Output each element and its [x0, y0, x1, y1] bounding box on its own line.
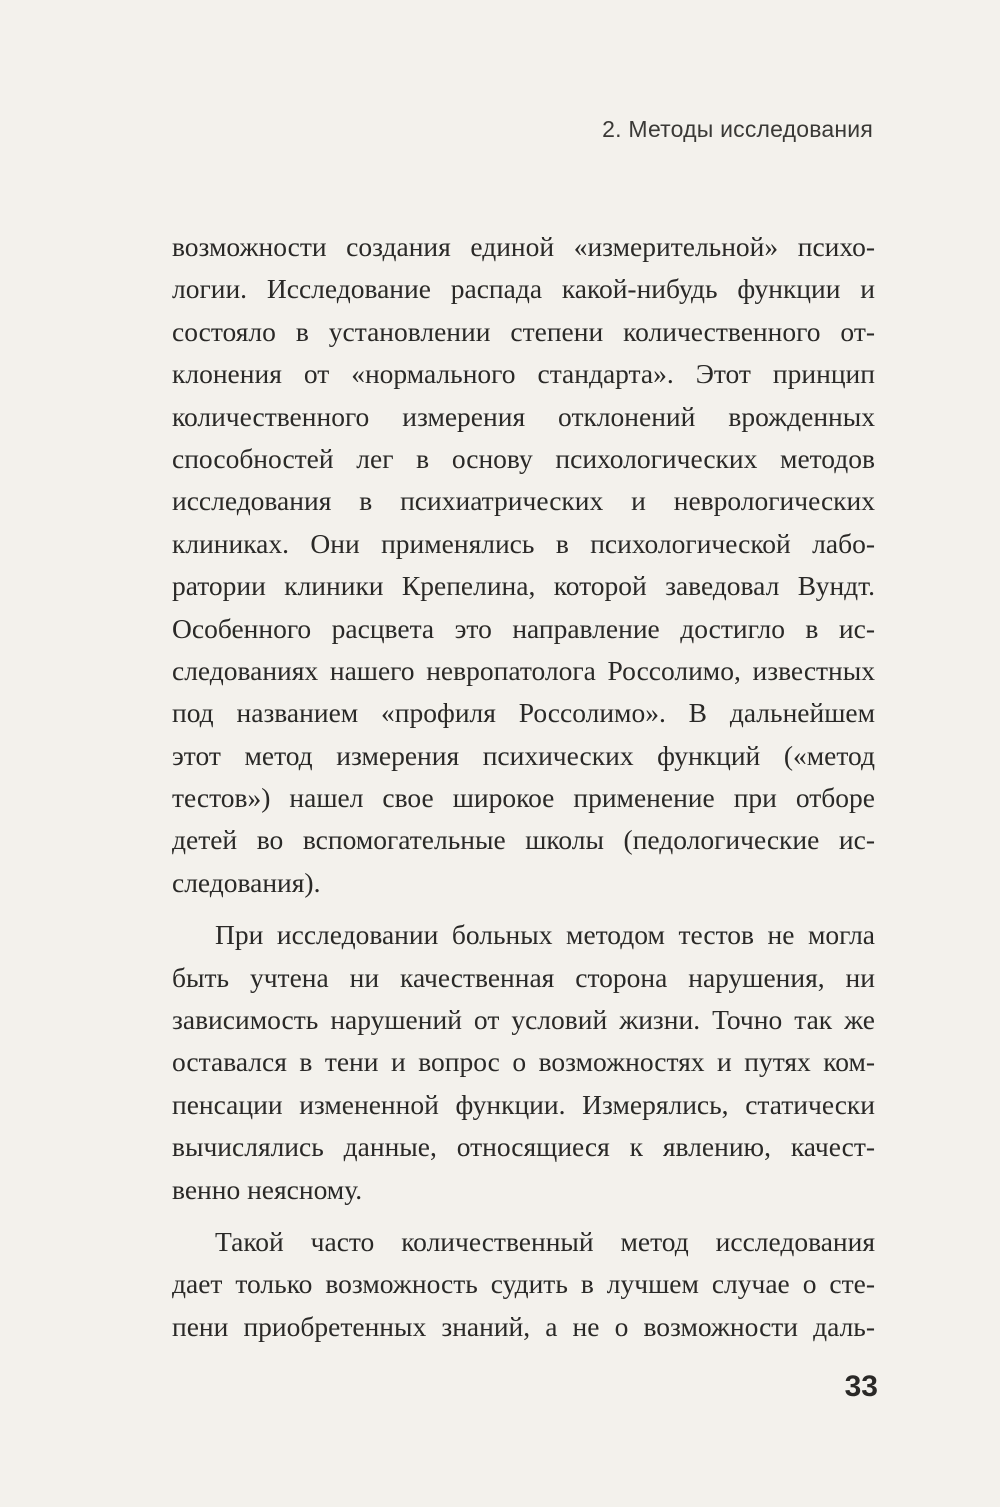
text-line: При исследовании больных методом тестов не могла: [215, 919, 875, 951]
text-line: оставался в тени и вопрос о возможностях и путях ком-: [172, 1046, 875, 1078]
text-line: этот метод измерения психических функций («метод: [172, 739, 875, 771]
text-line: вычислялись данные, относящиеся к явлению, качест-: [172, 1131, 875, 1163]
text-line: логии. Исследование распада какой-нибудь функции и: [172, 273, 875, 305]
running-head: 2. Методы исследования: [602, 116, 873, 142]
text-line: клиниках. Они применялись в психологической лабо-: [172, 527, 875, 559]
text-line: состояло в установлении степени количественного от-: [172, 315, 875, 347]
text-line: возможности создания единой «измерительной» психо-: [172, 231, 875, 262]
body-text: [172, 226, 875, 1348]
text-line: Такой часто количественный метод исследования: [215, 1225, 875, 1257]
text-line: зависимость нарушений от условий жизни. Точно так же: [172, 1004, 875, 1036]
text-line: способностей лег в основу психологических методов: [172, 442, 875, 474]
text-line: ратории клиники Крепелина, которой заведовал Вундт.: [172, 570, 875, 602]
paragraph: [172, 226, 875, 904]
page-number: 33: [844, 1370, 878, 1403]
text-line: венно неясному.: [172, 1173, 363, 1205]
text-line: под названием «профиля Россолимо». В дальнейшем: [172, 697, 875, 729]
text-line: пени приобретенных знаний, а не о возможности даль-: [172, 1310, 875, 1342]
text-line: тестов») нашел свое широкое применение при отборе: [172, 782, 875, 814]
text-line: пенсации измененной функции. Измерялись, статически: [172, 1088, 875, 1120]
paragraph: [172, 914, 875, 1211]
text-line: исследования в психиатрических и неврологических: [172, 485, 875, 517]
text-line: дает только возможность судить в лучшем случае о сте-: [172, 1268, 875, 1300]
text-line: детей во вспомогательные школы (педологические ис-: [172, 824, 875, 856]
text-line: клонения от «нормального стандарта». Этот принцип: [172, 358, 875, 390]
text-line: следования).: [172, 866, 321, 898]
text-line: количественного измерения отклонений врожденных: [172, 400, 875, 432]
text-line: Особенного расцвета это направление достигло в ис-: [172, 612, 875, 644]
text-line: следованиях нашего невропатолога Россолимо, известных: [172, 654, 875, 686]
text-line: быть учтена ни качественная сторона нарушения, ни: [172, 961, 875, 993]
paragraph: [172, 1221, 875, 1348]
